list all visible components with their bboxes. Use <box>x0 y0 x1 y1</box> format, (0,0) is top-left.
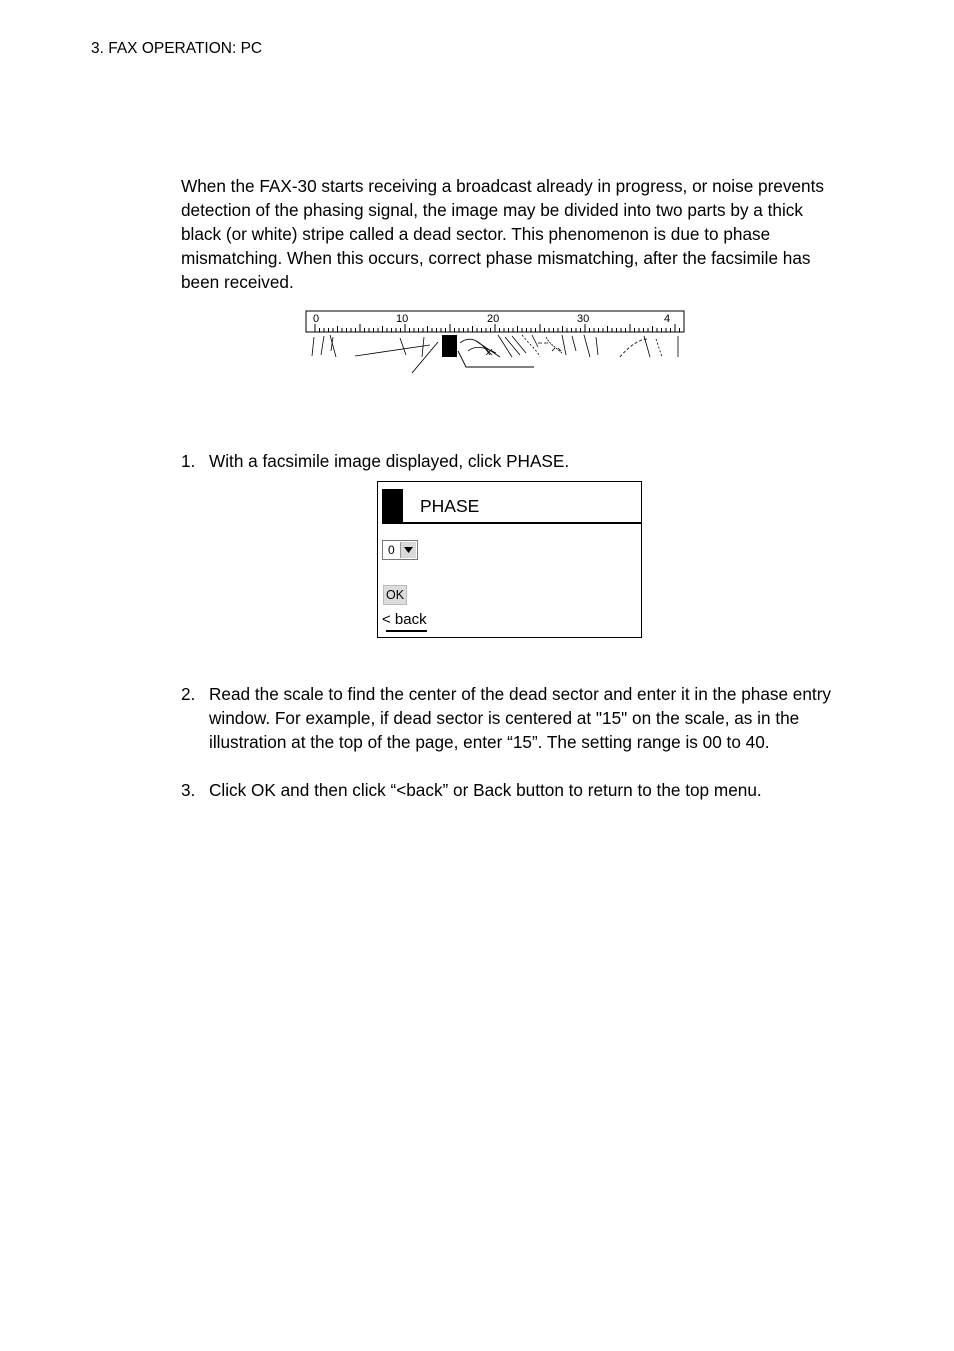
back-link[interactable]: < back <box>382 611 427 628</box>
image-pointer <box>458 351 534 367</box>
scale-label: 20 <box>487 313 500 325</box>
scale-label: 30 <box>577 313 590 325</box>
dead-sector-block <box>442 335 457 357</box>
fax-image-fragment <box>312 335 678 357</box>
ok-button[interactable]: OK <box>383 585 407 605</box>
dialog-title: PHASE <box>420 496 480 516</box>
dead-sector-pointer <box>412 342 438 373</box>
step-number: 2. <box>181 684 196 704</box>
chevron-down-icon <box>404 547 414 553</box>
phase-dialog <box>377 481 642 638</box>
scale-label: 0 <box>313 313 320 325</box>
step-text: With a facsimile image displayed, click PHASE. <box>209 451 570 471</box>
dead-sector-illustration <box>300 305 692 380</box>
dropdown-button[interactable] <box>400 542 416 558</box>
phase-select[interactable] <box>382 540 418 560</box>
phase-value: 0 <box>388 543 395 557</box>
step-text: Click OK and then click “<back” or Back button to return to the top menu. <box>209 780 762 800</box>
step-number: 1. <box>181 451 196 471</box>
back-underline <box>386 630 427 632</box>
scale-label: 4 <box>664 313 671 325</box>
step-number: 3. <box>181 780 196 800</box>
intro-paragraph: When the FAX-30 starts receiving a broadcast already in progress, or noise prevents detection of the phasing signal, the image may be divided into two parts by a thick black (or white) stripe called a dead sector. This phenomenon is due to phase mismatching. When this occurs, correct phase mismatching, after the facsimile has been received. <box>181 176 824 292</box>
title-divider <box>382 522 641 524</box>
dialog-title-bar <box>382 489 403 522</box>
scale-label: 10 <box>396 313 409 325</box>
section-header: 3. FAX OPERATION: PC <box>91 40 263 57</box>
step-text: Read the scale to find the center of the dead sector and enter it in the phase entry window. For example, if dead sector is centered at "15" on the scale, as in the illustration at the top of the page, enter “15”. The setting range is 00 to 40. <box>209 684 832 752</box>
